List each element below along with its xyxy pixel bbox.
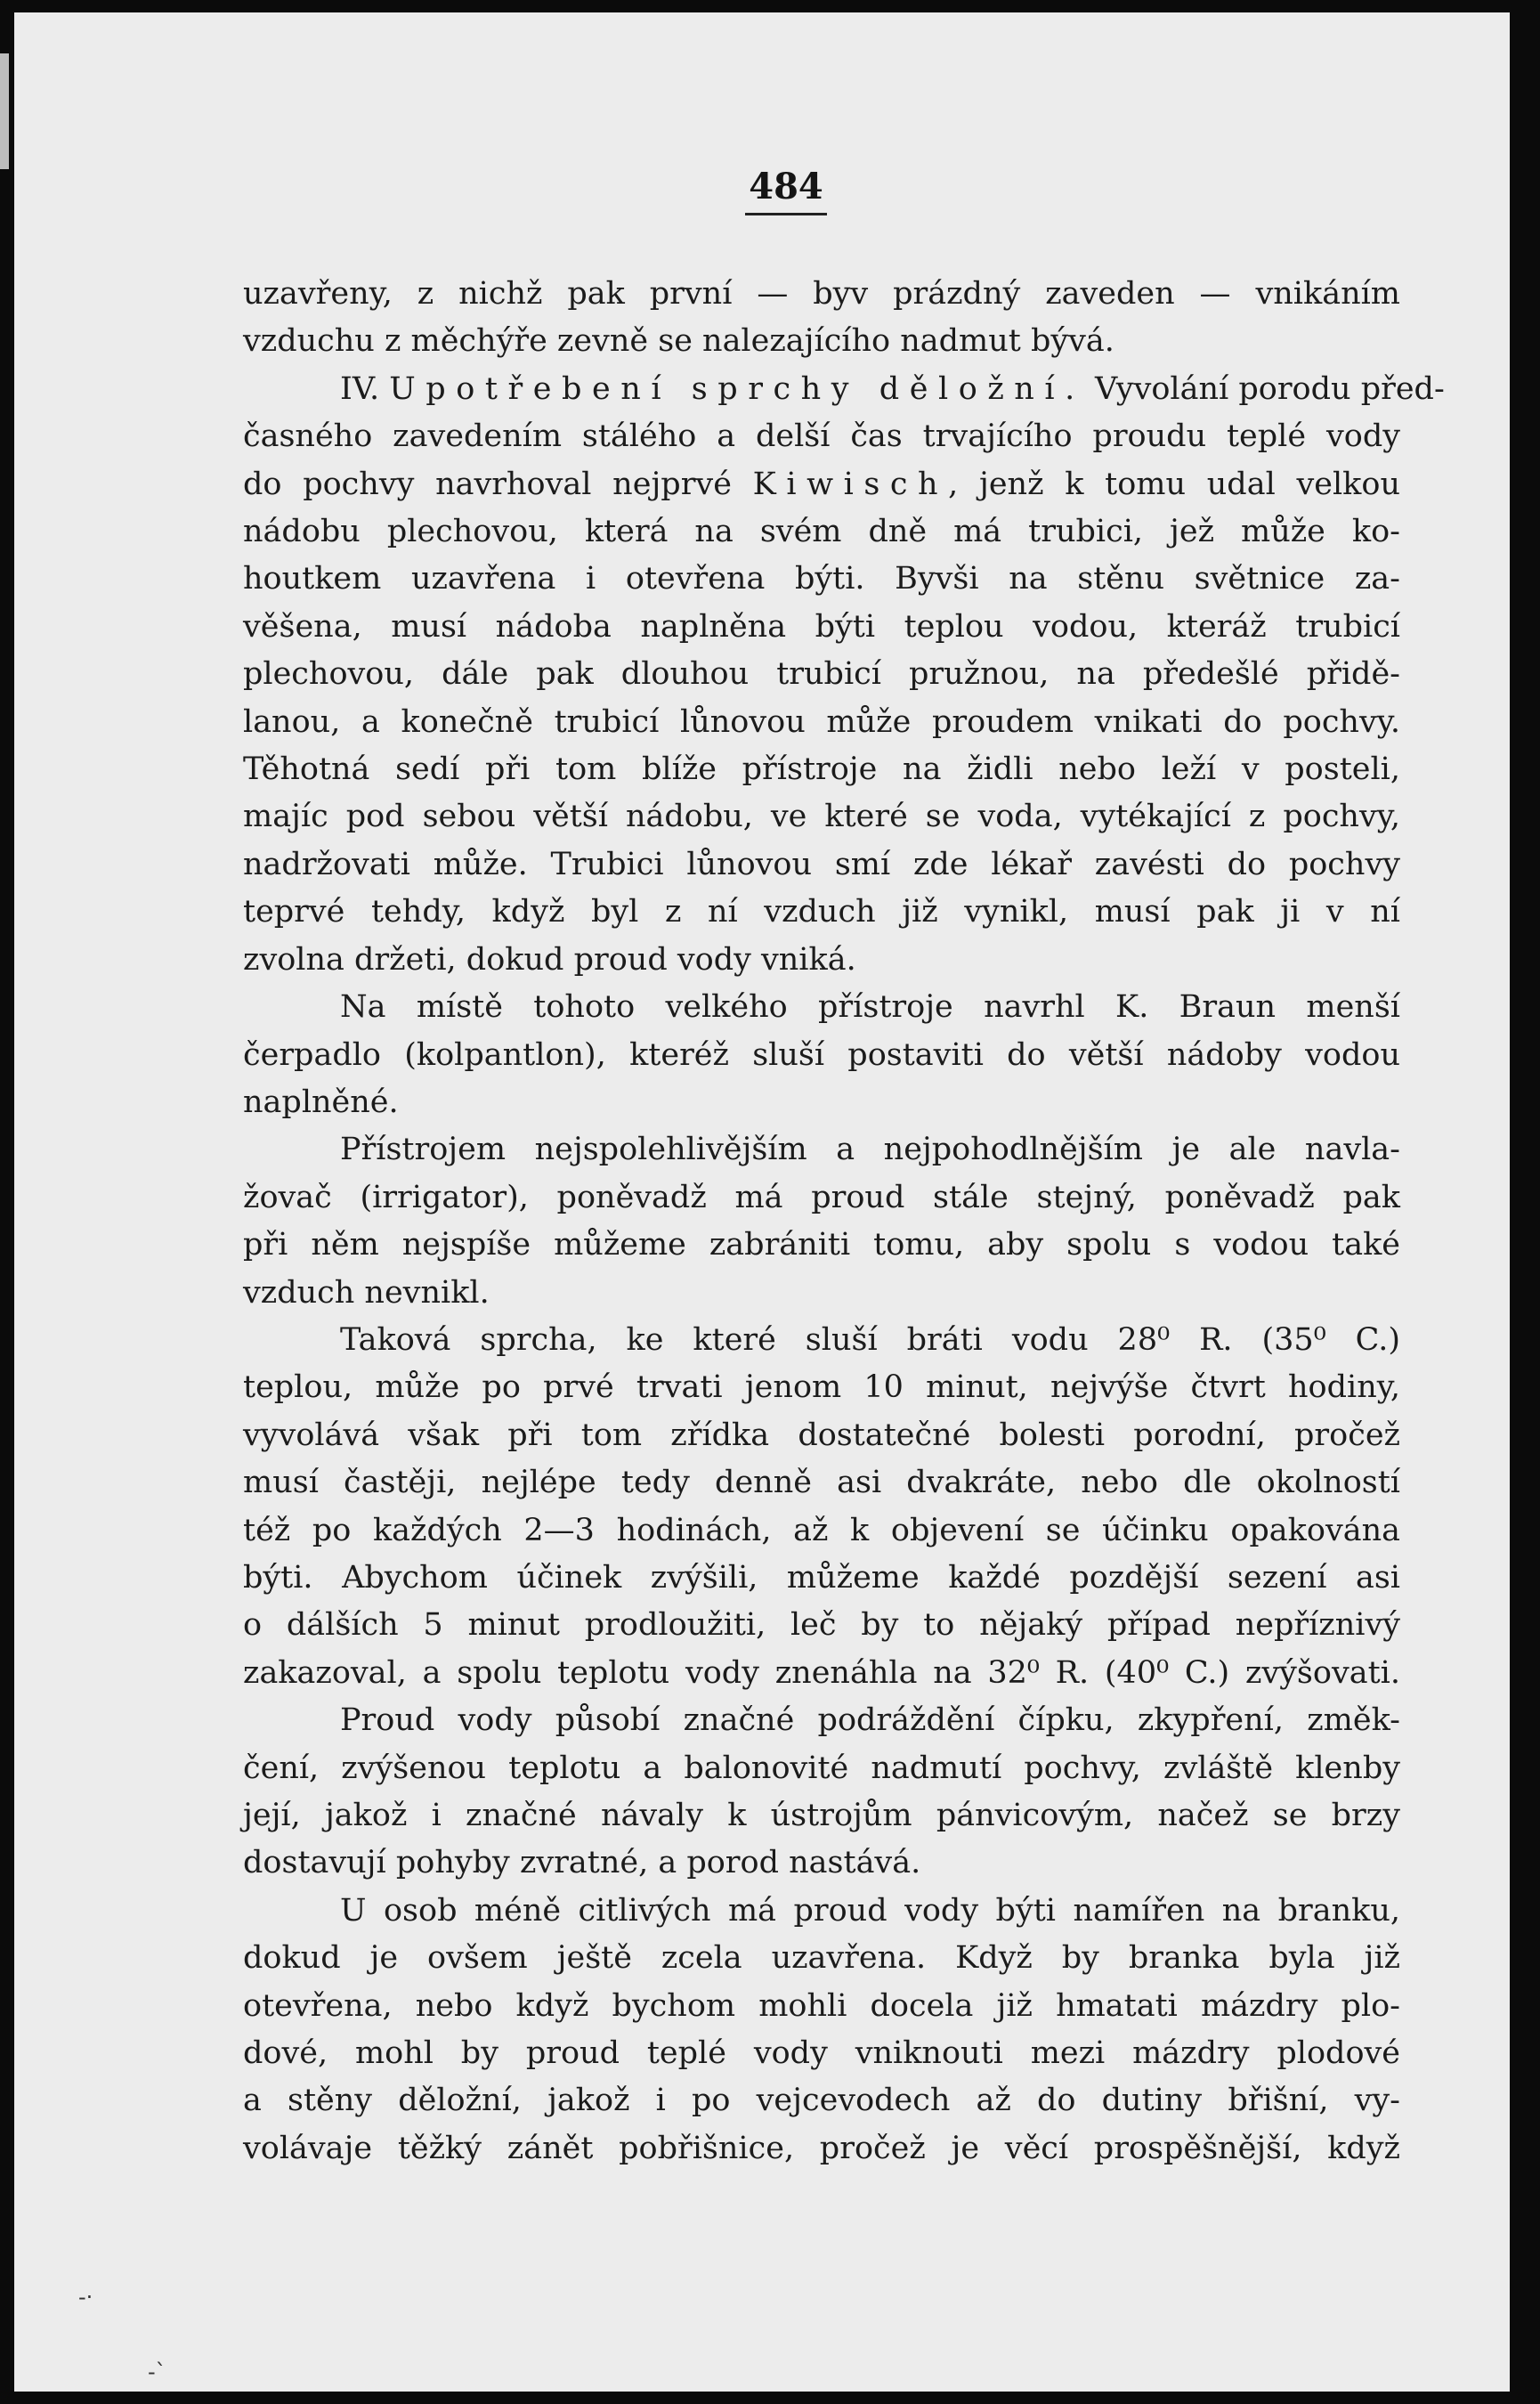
text-line: otevřena, nebo když bychom mohli docela již hmatati mázdry plo- — [243, 1987, 1400, 2024]
text-line: Proud vody působí značné podráždění čípku, zkypření, změk- — [340, 1702, 1400, 1739]
text-line: při něm nejspíše můžeme zabrániti tomu, aby spolu s vodou také — [243, 1227, 1400, 1263]
text-segment: Vyvolání porodu před- — [1084, 370, 1445, 407]
text-line: vzduch nevnikl. — [243, 1274, 490, 1311]
scan-speck: -· — [78, 2285, 93, 2310]
text-line: plechovou, dále pak dlouhou trubicí pružnou, na předešlé přidě- — [243, 656, 1400, 693]
text-line: věšena, musí nádoba naplněna býti teplou vodou, kteráž trubicí — [243, 608, 1400, 645]
page-number — [14, 166, 1510, 215]
text-line: lanou, a konečně trubicí lůnovou může proudem vnikati do pochvy. — [243, 703, 1400, 740]
text-line: naplněné. — [243, 1084, 399, 1120]
text-line: čerpadlo (kolpantlon), kteréž sluší postaviti do větší nádoby vodou — [243, 1036, 1400, 1073]
text-line: čení, zvýšenou teplotu a balonovité nadmutí pochvy, zvláště klenby — [243, 1750, 1400, 1786]
text-line: U osob méně citlivých má proud vody býti namířen na branku, — [340, 1892, 1400, 1929]
text-line — [243, 461, 1400, 508]
text-line: též po každých 2—3 hodinách, až k objevení se účinku opakována — [243, 1512, 1400, 1548]
text-line: zakazoval, a spolu teplotu vody znenáhla na 32⁰ R. (40⁰ C.) zvýšovati. — [243, 1654, 1400, 1691]
text-line: Přístrojem nejspolehlivějším a nejpohodlnějším je ale navla- — [340, 1132, 1400, 1168]
text-line: býti. Abychom účinek zvýšili, můžeme každé pozdější sezení asi — [243, 1559, 1400, 1596]
text-line: o dálších 5 minut prodloužiti, leč by to nějaký případ nepříznivý — [243, 1607, 1400, 1644]
text-line: nadržovati může. Trubici lůnovou smí zde lékař zavésti do pochvy — [243, 846, 1400, 882]
text-line: teprvé tehdy, když byl z ní vzduch již vynikl, musí pak ji v ní — [243, 894, 1400, 930]
page-number-text: 484 — [745, 166, 827, 215]
text-segment: , jenž k tomu udal velkou — [948, 466, 1401, 502]
text-segment: Kiwisch — [752, 466, 949, 502]
text-segment: do pochvy navrhoval nejprvé — [243, 466, 753, 502]
document-page — [14, 12, 1510, 2392]
text-line: houtkem uzavřena i otevřena býti. Byvši na stěnu světnice za- — [243, 561, 1400, 597]
text-line: žovač (irrigator), poněvadž má proud stále stejný, poněvadž pak — [243, 1179, 1400, 1215]
text-line: musí častěji, nejlépe tedy denně asi dvakráte, nebo dle okolností — [243, 1465, 1400, 1501]
text-line: vyvolává však při tom zřídka dostatečné bolesti porodní, pročež — [243, 1417, 1400, 1453]
text-line: Taková sprcha, ke které sluší bráti vodu 28⁰ R. (35⁰ C.) — [340, 1321, 1400, 1358]
scan-edge-mark — [0, 53, 9, 169]
text-segment: IV. — [340, 370, 390, 407]
text-segment: Upotřebení sprchy děložní. — [389, 370, 1085, 407]
text-line: majíc pod sebou větší nádobu, ve které se voda, vytékající z pochvy, — [243, 799, 1400, 835]
scan-speck: ‑` — [148, 2359, 166, 2384]
text-line: uzavřeny, z nichž pak první — byv prázdný zaveden — vnikáním — [243, 276, 1400, 312]
text-line: Na místě tohoto velkého přístroje navrhl K. Braun menší — [340, 989, 1400, 1026]
text-line: vzduchu z měchýře zevně se nalezajícího nadmut bývá. — [243, 323, 1114, 360]
text-line: a stěny děložní, jakož i po vejcevodech až do dutiny břišní, vy- — [243, 2083, 1400, 2119]
text-line: dokud je ovšem ještě zcela uzavřena. Když by branka byla již — [243, 1940, 1400, 1977]
text-line: nádobu plechovou, která na svém dně má trubici, jež může ko- — [243, 514, 1400, 550]
text-line: dostavují pohyby zvratné, a porod nastává. — [243, 1845, 921, 1881]
text-line: její, jakož i značné návaly k ústrojům pánvicovým, načež se brzy — [243, 1798, 1400, 1833]
text-line: zvolna držeti, dokud proud vody vniká. — [243, 941, 856, 978]
text-line: Těhotná sedí při tom blíže přístroje na židli nebo leží v posteli, — [243, 751, 1400, 788]
body-text — [243, 271, 1445, 2173]
text-line: dové, mohl by proud teplé vody vniknouti mezi mázdry plodové — [243, 2035, 1400, 2072]
text-line: teplou, může po prvé trvati jenom 10 minut, nejvýše čtvrt hodiny, — [243, 1369, 1400, 1406]
text-line: volávaje těžký zánět pobřišnice, pročež je věcí prospěšnější, když — [243, 2130, 1400, 2166]
text-line: časného zavedením stálého a delší čas trvajícího proudu teplé vody — [243, 418, 1400, 455]
text-line — [243, 366, 1445, 413]
